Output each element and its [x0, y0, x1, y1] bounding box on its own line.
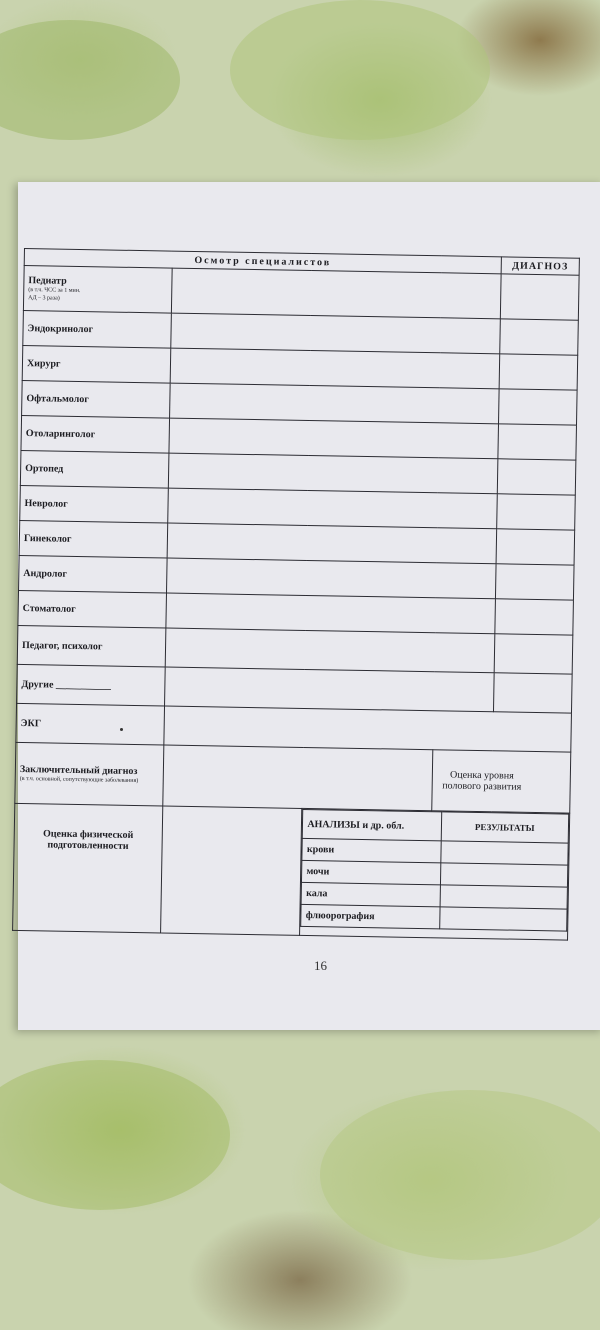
specialist-pediatrician [23, 266, 172, 314]
exam-notes-cell[interactable] [164, 667, 494, 712]
specialist-label: Андролог [19, 555, 167, 593]
analysis-result-cell[interactable] [440, 863, 568, 887]
final-diagnosis-label [15, 742, 164, 806]
exam-notes-cell[interactable] [166, 593, 496, 634]
final-diagnosis-title: Заключительный диагноз [19, 763, 138, 777]
diagnosis-cell[interactable] [496, 529, 575, 565]
diagnosis-cell[interactable] [497, 459, 576, 495]
ekg-label: ЭКГ [16, 703, 164, 745]
specialist-label: Офтальмолог [22, 380, 170, 418]
fabric-pattern [320, 1090, 600, 1260]
ink-dot [120, 728, 123, 731]
exam-notes-cell[interactable] [166, 558, 496, 599]
exam-notes-cell[interactable] [168, 488, 498, 529]
fabric-pattern [0, 1060, 230, 1210]
diagnosis-cell[interactable] [500, 274, 579, 320]
exam-notes-cell[interactable] [169, 418, 499, 459]
final-diagnosis-note: (в т.ч. основной, сопутствующие заболевания) [19, 775, 139, 784]
specialist-label-other: Другие ___________ [17, 664, 165, 706]
exam-notes-cell[interactable] [167, 523, 497, 564]
diagnosis-cell[interactable] [498, 424, 577, 460]
final-diagnosis-cell[interactable] [163, 745, 433, 811]
specialist-label: Эндокринолог [23, 310, 171, 348]
specialist-label: Отоларинголог [21, 415, 169, 453]
diagnosis-cell[interactable] [497, 494, 576, 530]
fabric-pattern [230, 0, 490, 140]
pediatrician-note-2: АД – 3 раза) [28, 294, 60, 302]
puberty-assessment-cell[interactable] [432, 750, 571, 813]
analyses-table [301, 809, 570, 932]
analysis-item: крови [302, 838, 440, 862]
analysis-item: мочи [302, 860, 440, 884]
analysis-result-cell[interactable] [439, 907, 567, 931]
specialist-label: Педагог, психолог [17, 625, 165, 667]
specialist-label: Невролог [20, 485, 168, 523]
specialist-name: Педиатр [28, 274, 67, 287]
specialist-label: Ортопед [20, 450, 168, 488]
fabric-pattern [0, 20, 180, 140]
exam-notes-cell[interactable] [171, 268, 501, 319]
exam-notes-cell[interactable] [165, 628, 495, 673]
analysis-result-cell[interactable] [440, 885, 568, 909]
diagnosis-header: ДИАГНОЗ [501, 257, 579, 275]
specialist-label: Хирург [22, 345, 170, 383]
analysis-item: кала [301, 882, 439, 906]
exam-notes-cell[interactable] [171, 313, 501, 354]
analyses-block [300, 808, 570, 940]
exam-notes-cell[interactable] [168, 453, 498, 494]
analysis-result-cell[interactable] [440, 841, 568, 865]
specialist-label: Гинеколог [19, 520, 167, 558]
analyses-header: АНАЛИЗЫ и др. обл. [303, 809, 442, 840]
diagnosis-cell[interactable] [500, 319, 579, 355]
analysis-item: флюорография [301, 904, 439, 928]
diagnosis-cell[interactable] [494, 634, 573, 674]
pediatrician-note-1: (в т.ч. ЧСС за 1 мин. [28, 286, 81, 294]
exam-notes-cell[interactable] [169, 383, 499, 424]
diagnosis-cell[interactable] [498, 389, 577, 425]
diagnosis-cell[interactable] [493, 673, 572, 713]
specialist-exam-form [12, 248, 580, 941]
diagnosis-cell[interactable] [495, 564, 574, 600]
physical-fitness-cell[interactable] [160, 806, 302, 935]
exam-notes-cell[interactable] [170, 348, 500, 389]
puberty-label: Оценка уровня полового развития [442, 769, 522, 793]
diagnosis-cell[interactable] [499, 354, 578, 390]
form-title: Осмотр специалистов [24, 249, 501, 274]
specialist-label: Стоматолог [18, 590, 166, 628]
page-number: 16 [314, 958, 327, 973]
diagnosis-cell[interactable] [495, 599, 574, 635]
physical-fitness-label: Оценка физической подготовленности [13, 803, 163, 933]
results-header: РЕЗУЛЬТАТЫ [441, 812, 569, 843]
